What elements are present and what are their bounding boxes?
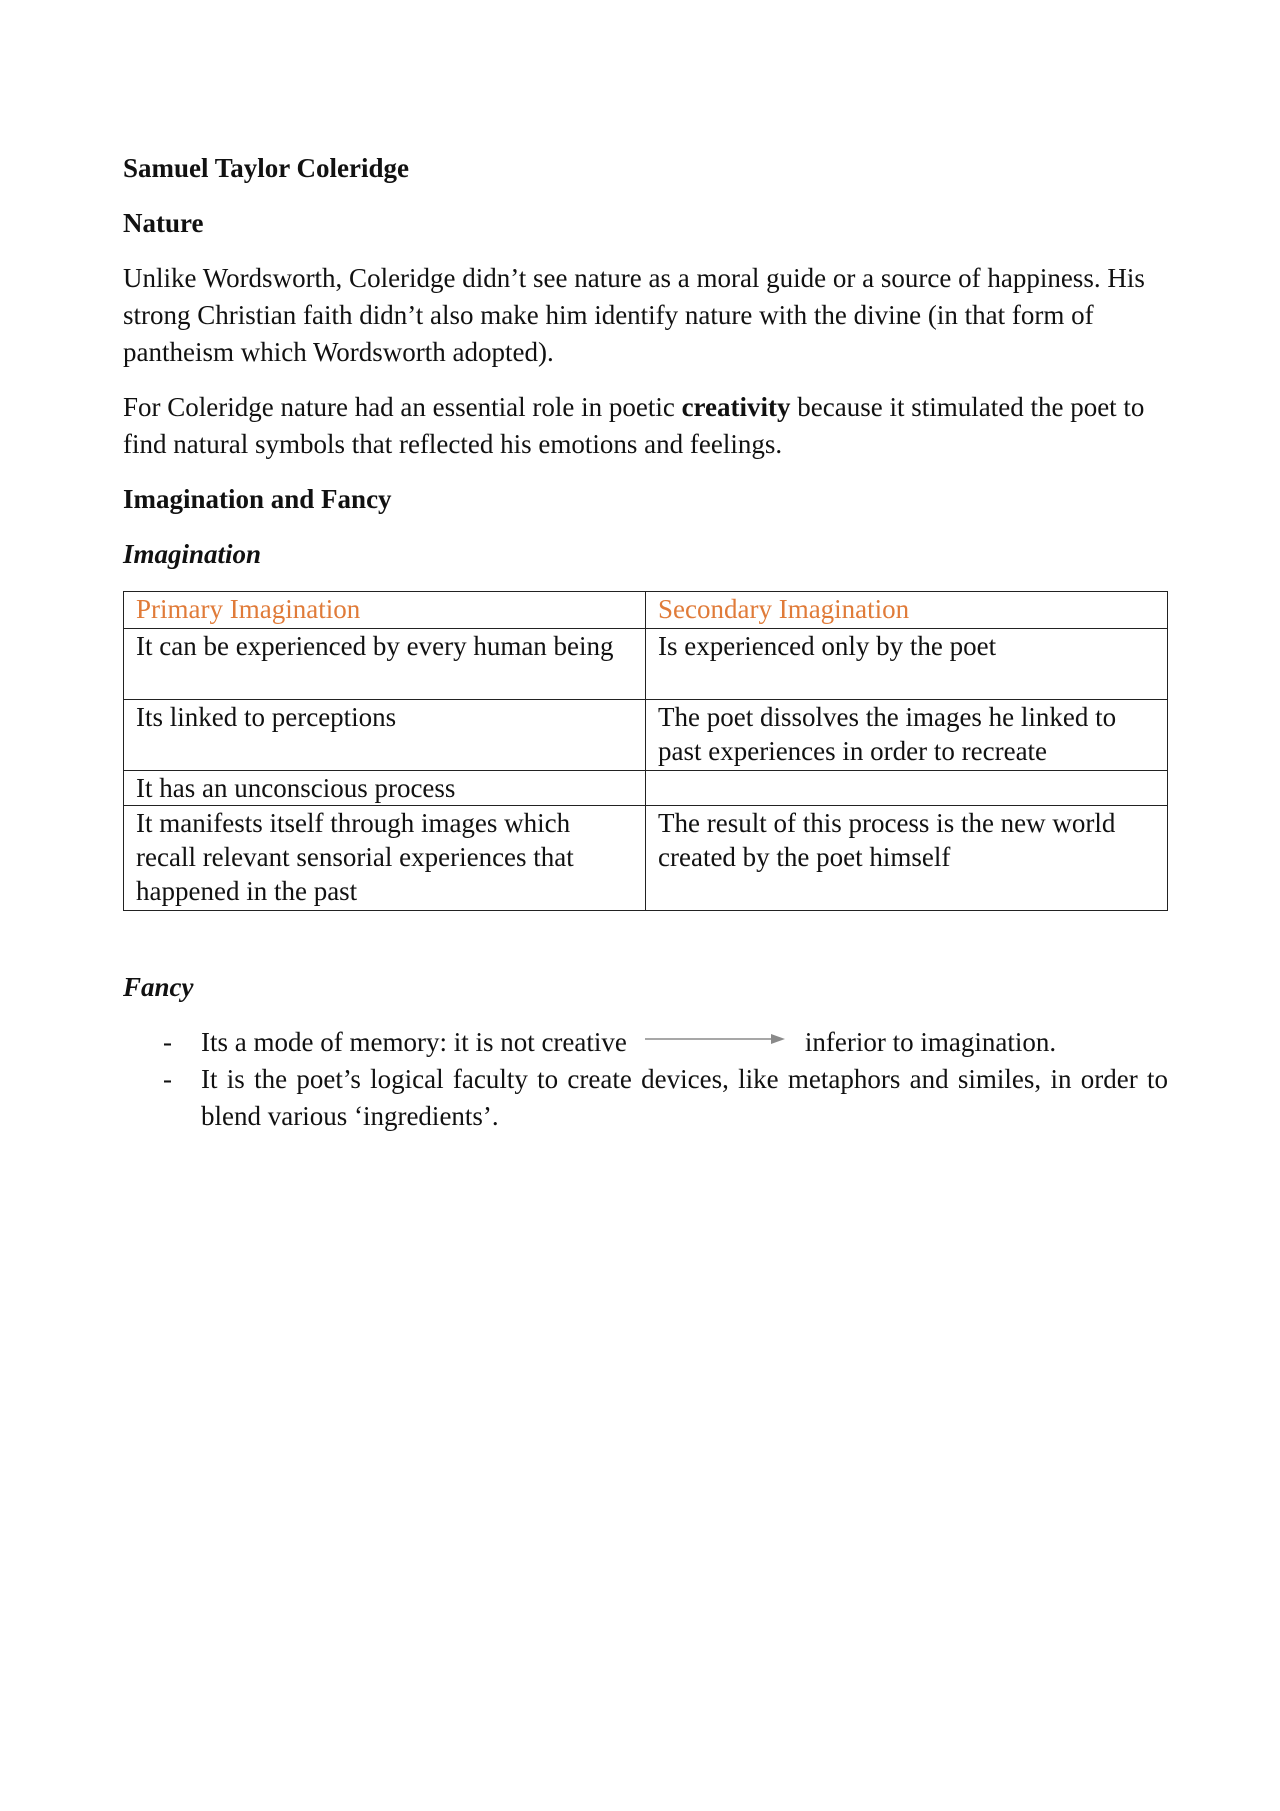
table-row bbox=[124, 629, 1168, 700]
table-row bbox=[124, 806, 1168, 911]
table-cell: The result of this process is the new world created by the poet himself bbox=[646, 806, 1168, 911]
table-cell: The poet dissolves the images he linked to past experiences in order to recreate bbox=[646, 700, 1168, 771]
fancy-list bbox=[123, 1024, 1168, 1135]
nature-paragraph-2-text-a: For Coleridge nature had an essential role in poetic bbox=[123, 392, 682, 422]
list-item-content bbox=[201, 1024, 1168, 1061]
bullet-dash: - bbox=[163, 1027, 172, 1057]
table-cell: It can be experienced by every human being bbox=[124, 629, 646, 700]
table-cell bbox=[646, 771, 1168, 806]
table-header-secondary: Secondary Imagination bbox=[646, 592, 1168, 629]
right-arrow-icon bbox=[645, 1032, 785, 1046]
table-row bbox=[124, 700, 1168, 771]
table-header-row bbox=[124, 592, 1168, 629]
document-title: Samuel Taylor Coleridge bbox=[123, 153, 410, 183]
table-cell: It manifests itself through images which recall relevant sensorial experiences that happened in the past bbox=[124, 806, 646, 911]
document-page bbox=[123, 150, 1168, 1135]
creativity-emphasis: creativity bbox=[681, 392, 791, 422]
imagination-table bbox=[123, 591, 1168, 911]
table-cell: Is experienced only by the poet bbox=[646, 629, 1168, 700]
table-cell: It has an unconscious process bbox=[124, 771, 646, 806]
fancy-item-2-text: It is the poet’s logical faculty to create devices, like metaphors and similes, in order to blend various ‘ingredients’. bbox=[201, 1064, 1168, 1131]
table-row bbox=[124, 771, 1168, 806]
section-heading-imagination-fancy: Imagination and Fancy bbox=[123, 484, 392, 514]
fancy-item-1-text-a: Its a mode of memory: it is not creative bbox=[201, 1027, 627, 1057]
table-header-primary: Primary Imagination bbox=[124, 592, 646, 629]
table-cell: Its linked to perceptions bbox=[124, 700, 646, 771]
fancy-item-1-text-b: inferior to imagination. bbox=[804, 1027, 1057, 1057]
subheading-imagination: Imagination bbox=[123, 539, 262, 569]
list-item bbox=[123, 1061, 1168, 1135]
nature-paragraph-2-text-b: because it stimulated the poet to find natural symbols that reflected his emotions and feelings. bbox=[123, 392, 1145, 459]
nature-paragraph-1: Unlike Wordsworth, Coleridge didn’t see nature as a moral guide or a source of happiness. His strong Christian faith didn’t also make him identify nature with the divine (in that form of pantheism which Wordsworth adopted). bbox=[123, 263, 1145, 367]
list-item bbox=[123, 1024, 1168, 1061]
nature-paragraph-2 bbox=[123, 389, 1168, 463]
bullet-dash: - bbox=[163, 1064, 172, 1094]
section-heading-nature: Nature bbox=[123, 208, 204, 238]
subheading-fancy: Fancy bbox=[123, 972, 194, 1002]
